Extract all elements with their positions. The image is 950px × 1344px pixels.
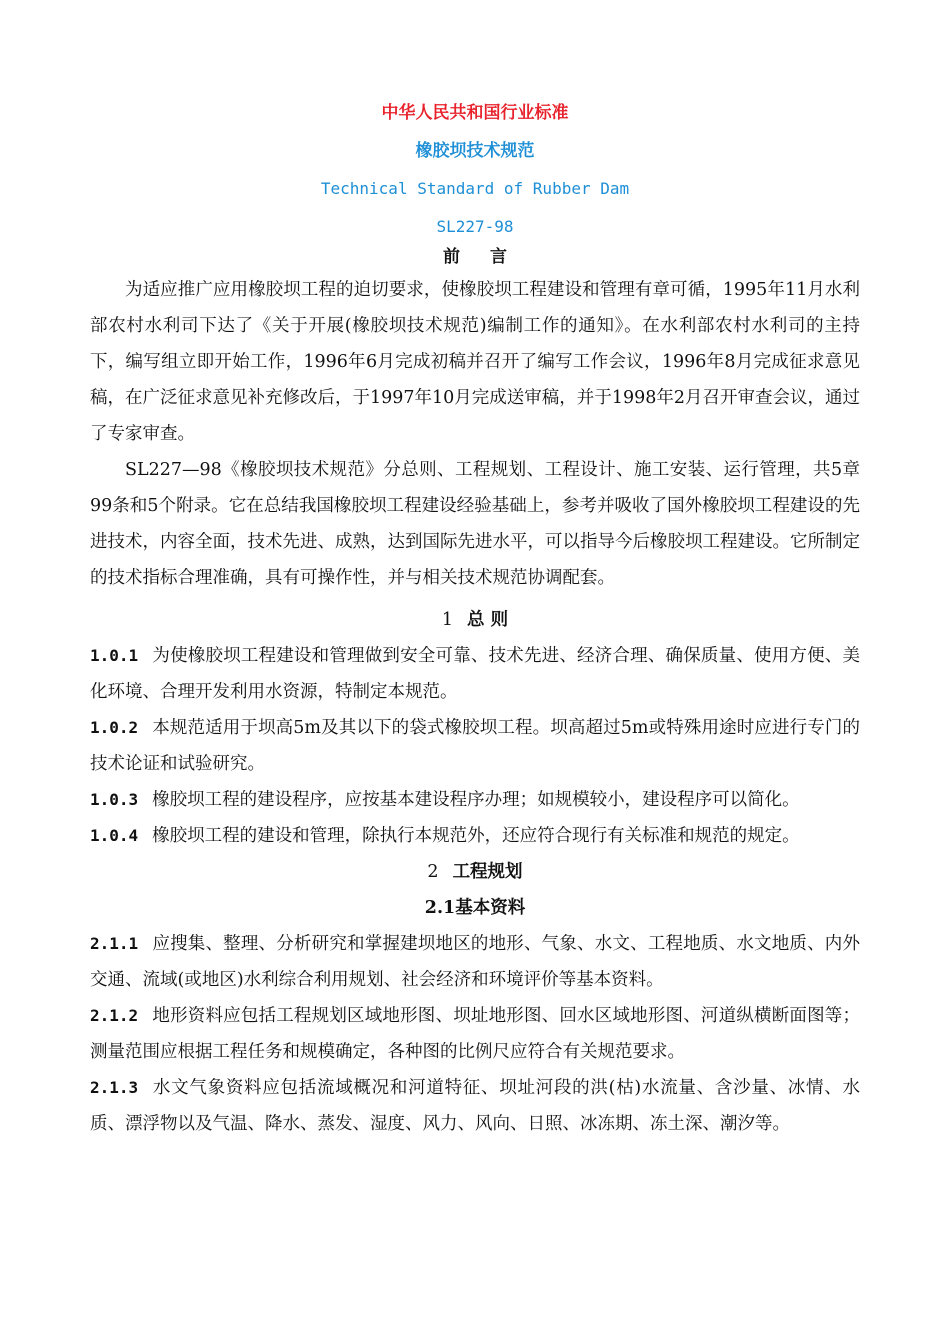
chapter-2-number: 2 — [427, 862, 439, 882]
clause-text: 本规范适用于坝高5m及其以下的袋式橡胶坝工程。坝高超过5m或特殊用途时应进行专门的技术论证和试验研究。 — [90, 718, 860, 774]
clause-number: 1.0.3 — [90, 790, 139, 809]
clause-number: 1.0.2 — [90, 718, 139, 737]
chapter-1-title: 总 则 — [467, 610, 509, 630]
preface-heading-left: 前 — [443, 247, 460, 267]
preface-heading-right: 言 — [490, 247, 507, 267]
clause — [90, 1070, 860, 1142]
clause-text: 橡胶坝工程的建设程序，应按基本建设程序办理；如规模较小，建设程序可以简化。 — [152, 790, 800, 810]
clause — [90, 638, 860, 710]
standard-code: SL227-98 — [436, 217, 514, 236]
preface-paragraph: SL227—98《橡胶坝技术规范》分总则、工程规划、工程设计、施工安装、运行管理，共5章99条和5个附录。它在总结我国橡胶坝工程建设经验基础上，参考并吸收了国外橡胶坝工程建设的先进技术，内容全面，技术先进、成熟，达到国际先进水平，可以指导今后橡胶坝工程建设。它所制定的技术指标合理准确，具有可操作性，并与相关技术规范协调配套。 — [90, 460, 860, 588]
preface-paragraph: 为适应推广应用橡胶坝工程的迫切要求，使橡胶坝工程建设和管理有章可循，1995年11月水利部农村水利司下达了《关于开展(橡胶坝技术规范)编制工作的通知》。在水利部农村水利司的主持下，编写组立即开始工作，1996年6月完成初稿并召开了编写工作会议，1996年8月完成征求意见稿，在广泛征求意见补充修改后，于1997年10月完成送审稿，并于1998年2月召开审查会议，通过了专家审查。 — [90, 280, 860, 444]
chapter-1-heading — [90, 602, 860, 638]
title-chinese: 橡胶坝技术规范 — [415, 141, 535, 161]
chapter-2-heading — [90, 854, 860, 890]
standard-type-heading: 中华人民共和国行业标准 — [381, 103, 569, 123]
clause — [90, 710, 860, 782]
clause-text: 应搜集、整理、分析研究和掌握建坝地区的地形、气象、水文、工程地质、水文地质、内外交通、流域(或地区)水利综合利用规划、社会经济和环境评价等基本资料。 — [90, 934, 860, 990]
clause-number: 2.1.3 — [90, 1078, 139, 1097]
clause-number: 1.0.4 — [90, 826, 139, 845]
clause-text: 水文气象资料应包括流域概况和河道特征、坝址河段的洪(枯)水流量、含沙量、冰情、水质、漂浮物以及气温、降水、蒸发、湿度、风力、风向、日照、冰冻期、冻土深、潮汐等。 — [90, 1078, 860, 1134]
chapter-2-title: 工程规划 — [452, 862, 523, 882]
clause — [90, 998, 860, 1070]
clause — [90, 818, 860, 854]
title-english: Technical Standard of Rubber Dam — [320, 179, 630, 198]
clause-number: 2.1.1 — [90, 934, 139, 953]
chapter-1-number: 1 — [441, 610, 454, 630]
clause — [90, 782, 860, 818]
clause-number: 1.0.1 — [90, 646, 139, 665]
clause-text: 为使橡胶坝工程建设和管理做到安全可靠、技术先进、经济合理、确保质量、使用方便、美化环境、合理开发利用水资源，特制定本规范。 — [90, 646, 860, 702]
clause — [90, 926, 860, 998]
clause-text: 地形资料应包括工程规划区域地形图、坝址地形图、回水区域地形图、河道纵横断面图等；测量范围应根据工程任务和规模确定，各种图的比例尺应符合有关规范要求。 — [90, 1006, 860, 1062]
clause-text: 橡胶坝工程的建设和管理，除执行本规范外，还应符合现行有关标准和规范的规定。 — [152, 826, 800, 846]
preface-heading — [90, 244, 860, 270]
section-2-1-heading: 2.1基本资料 — [424, 898, 526, 918]
clause-number: 2.1.2 — [90, 1006, 139, 1025]
